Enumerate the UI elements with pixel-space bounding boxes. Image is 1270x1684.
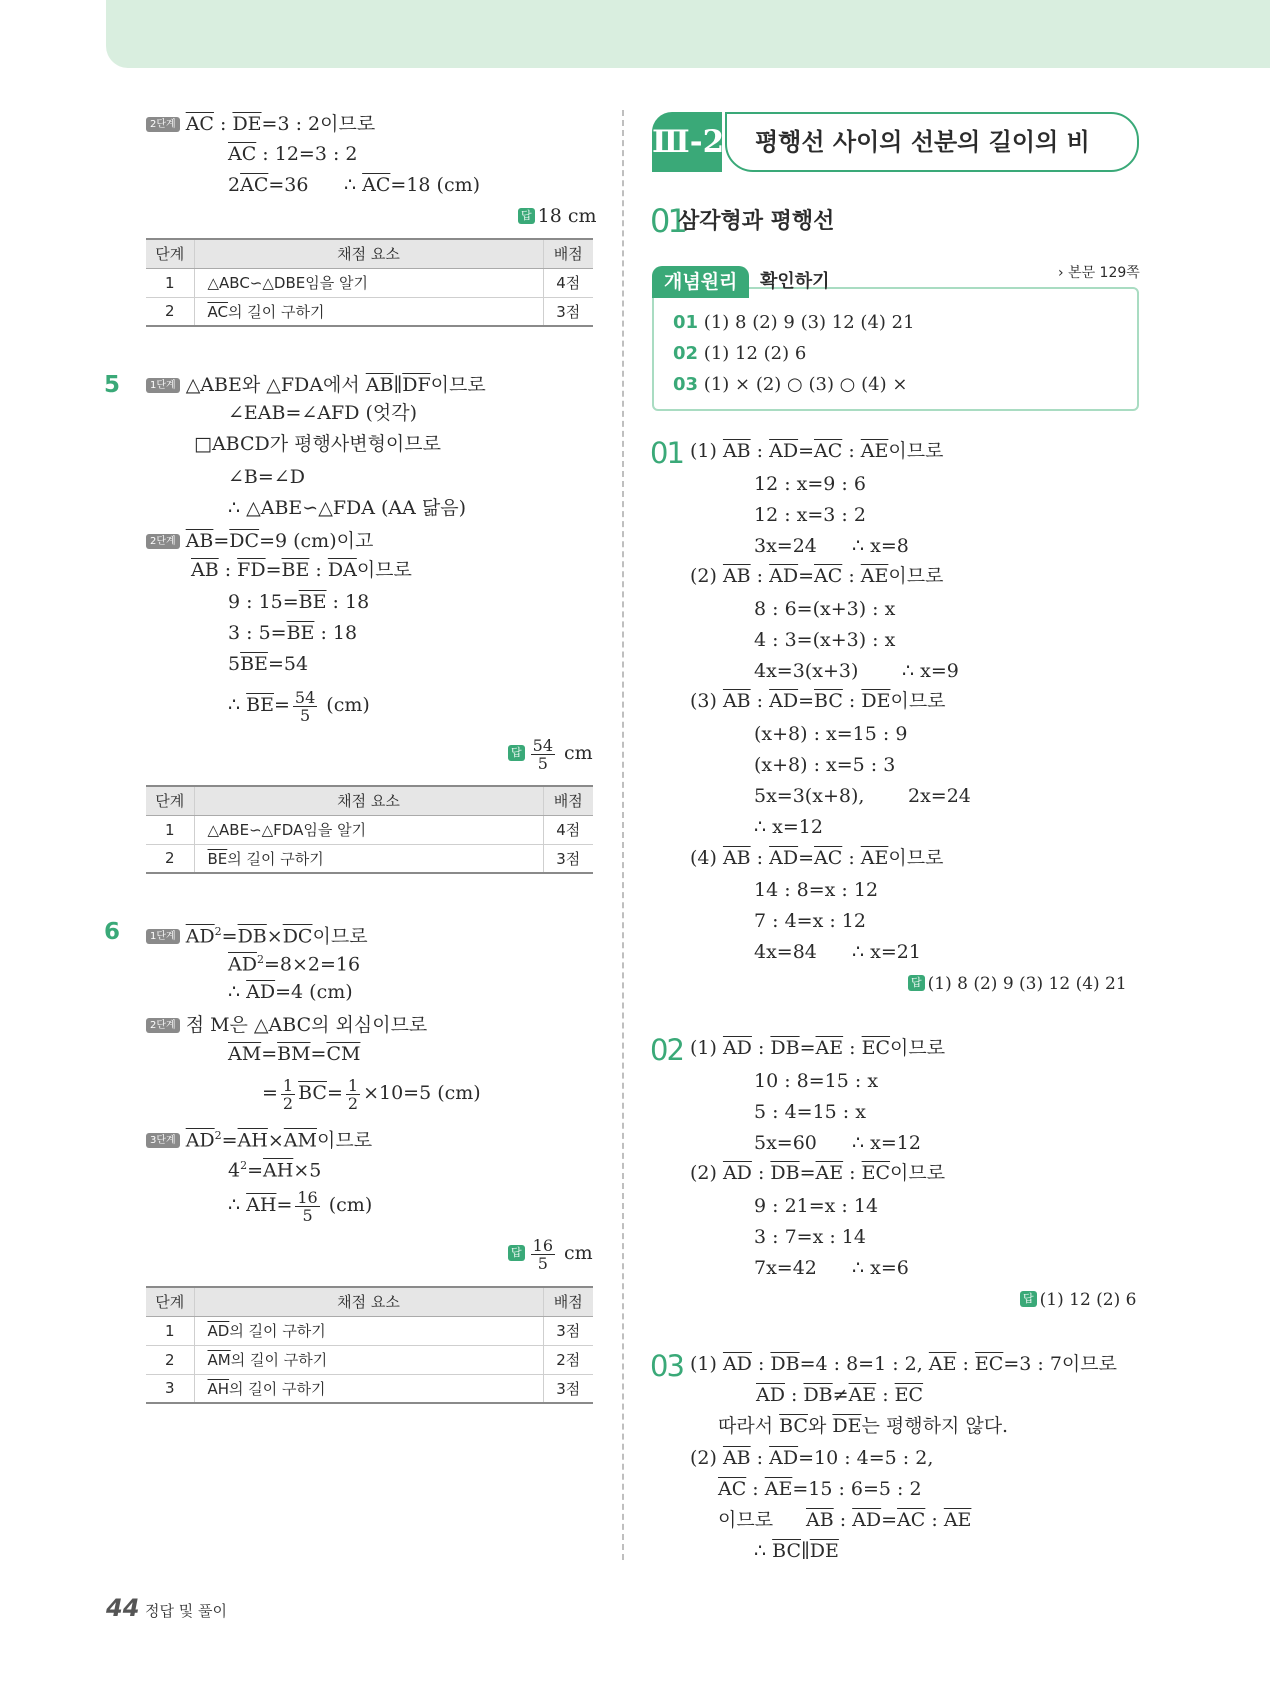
q2-line-8: 7x=42 — [754, 1257, 817, 1279]
question-number-03: 03 — [650, 1349, 683, 1383]
p4-score-table: 단계 채점 요소 배점 1 △ABC∽△DBE임을 알기 4점 2 $\overline{AC}$의 길이 구하기 3점 — [146, 238, 593, 327]
q1-line-15: 14 : 8=x : 12 — [754, 879, 879, 901]
p6-score-table: 단계 채점 요소 배점 1 $\overline{AD}$의 길이 구하기 3점 2 $\overline{AM}$의 길이 구하기 2점 3 $\overline{AH}$의 길이 구하기 3점 — [146, 1286, 593, 1404]
fraction: $\frac{54}{5}$ — [294, 687, 316, 725]
fraction: $\frac{54}{5}$ — [532, 735, 553, 773]
step-badge: 1단계 — [146, 929, 180, 944]
q1-line-13: ∴ x=12 — [754, 816, 823, 838]
q1-line-3: 12 : x=3 : 2 — [754, 504, 866, 526]
q2-line-3: 5 : 4=15 : x — [754, 1101, 866, 1123]
table-row: 1 $\overline{AD}$의 길이 구하기 3점 — [146, 1316, 593, 1345]
p5-line-5: ∴ △ABE∽△FDA (AA 닮음) — [228, 497, 467, 519]
p6-line-7: 3단계 $\overline{AD}^2=\overline{AH}\times\overline{AM}$이므로 — [146, 1124, 372, 1152]
q3-line-6a: 이므로 — [718, 1509, 774, 1531]
answer-badge: 답 — [508, 1245, 525, 1261]
q1-line-16: 7 : 4=x : 12 — [754, 910, 866, 932]
p6-line-8: $4^2=\overline{AH}\times 5$ — [228, 1159, 322, 1182]
problem-number-6: 6 — [104, 919, 121, 945]
p5-score-table: 단계 채점 요소 배점 1 △ABE∽△FDA임을 알기 4점 2 $\overline{BE}$의 길이 구하기 3점 — [146, 785, 593, 874]
q1-line-12b: 2x=24 — [908, 785, 971, 807]
p4-line-3b: ∴ $\overline{AC}=18$ (cm) — [344, 174, 481, 196]
q2-line-7: 3 : 7=x : 14 — [754, 1226, 866, 1248]
top-band — [106, 0, 1270, 68]
page-reference: › 본문 129쪽 — [1058, 265, 1140, 281]
p5-line-2: ∠EAB=∠AFD (엇각) — [228, 402, 418, 424]
concept-tag: 개념원리 — [652, 266, 749, 298]
fraction: $\frac{16}{5}$ — [532, 1235, 553, 1273]
q1-line-8b: ∴ x=9 — [902, 660, 959, 682]
p5-line-10: $5\overline{BE}=54$ — [228, 653, 309, 675]
answer-badge: 답 — [1020, 1291, 1037, 1307]
p5-line-11: ∴ $\overline{BE}=$ $\frac{54}{5}$ (cm) — [228, 687, 370, 725]
q3-line-2: $\overline{AD}$ : $\overline{DB}\ne\overline{AE}$ : $\overline{EC}$ — [756, 1384, 924, 1406]
q1-line-14: (4) $\overline{AB}$ : $\overline{AD}=\overline{AC}$ : $\overline{AE}$이므로 — [690, 847, 944, 869]
p4-line-2: $\overline{AC}$ : 12=3 : 2 — [228, 143, 358, 165]
q1-line-1: (1) $\overline{AB}$ : $\overline{AD}=\overline{AC}$ : $\overline{AE}$이므로 — [690, 440, 944, 462]
section-badge: Ⅲ-2 — [652, 112, 722, 172]
q3-line-5: $\overline{AC}$ : $\overline{AE}=15$ : 6=5 : 2 — [718, 1478, 922, 1500]
table-row: 3 $\overline{AH}$의 길이 구하기 3점 — [146, 1374, 593, 1403]
concept-row-3: 03 (1) × (2) ○ (3) ○ (4) × — [673, 374, 908, 395]
concept-tag-sub: 확인하기 — [760, 271, 830, 292]
table-row: 1 △ABE∽△FDA임을 알기 4점 — [146, 815, 593, 844]
page-number: 44 — [106, 1594, 140, 1622]
question-number-02: 02 — [650, 1033, 683, 1067]
q3-line-1: (1) $\overline{AD}$ : $\overline{DB}=4$ : 8=1 : 2, $\overline{AE}$ : $\overline{EC}=3$ : 7이므로 — [690, 1353, 1117, 1375]
q1-line-7: 4 : 3=(x+3) : x — [754, 629, 896, 651]
p4-line-3: $2\overline{AC}=36$ — [228, 174, 309, 196]
step-badge: 1단계 — [146, 378, 180, 393]
step-badge: 3단계 — [146, 1133, 180, 1148]
p6-line-6: = $\frac{1}{2}$ $\overline{BC}=$ $\frac{1}{2}$ ×10=5 (cm) — [262, 1075, 481, 1113]
p4-line-1: 2단계 $\overline{AC}$ : $\overline{DE}=3$ : 2이므로 — [146, 112, 375, 136]
p6-line-1: 1단계 $\overline{AD}^2=\overline{DB}\times\overline{DC}$이므로 — [146, 920, 368, 948]
question-number-01: 01 — [650, 436, 683, 470]
q1-line-4b: ∴ x=8 — [852, 535, 909, 557]
p5-line-8: 9 : $15=\overline{BE}$ : 18 — [228, 591, 370, 613]
q1-answer: 답 (1) 8 (2) 9 (3) 12 (4) 21 — [908, 972, 1127, 996]
q1-line-5: (2) $\overline{AB}$ : $\overline{AD}=\overline{AC}$ : $\overline{AE}$이므로 — [690, 565, 944, 587]
answer-badge: 답 — [518, 208, 535, 224]
p6-line-9: ∴ $\overline{AH}=$ $\frac{16}{5}$ (cm) — [228, 1187, 373, 1225]
q1-line-8: 4x=3(x+3) — [754, 660, 859, 682]
table-row: 2 $\overline{AM}$의 길이 구하기 2점 — [146, 1345, 593, 1374]
column-divider — [622, 110, 624, 1560]
p4-answer: 답 18 cm — [518, 204, 597, 228]
q2-line-4b: ∴ x=12 — [852, 1132, 921, 1154]
q1-line-17: 4x=84 — [754, 941, 817, 963]
q3-line-4: (2) $\overline{AB}$ : $\overline{AD}=10$ : 4=5 : 2, — [690, 1447, 934, 1469]
section-title: 평행선 사이의 선분의 길이의 비 — [725, 112, 1139, 172]
fraction: $\frac{1}{2}$ — [282, 1075, 294, 1113]
step-badge: 2단계 — [146, 1018, 180, 1033]
footer-title: 정답 및 풀이 — [145, 1602, 227, 1620]
problem-number-5: 5 — [104, 372, 121, 398]
p6-line-5: $\overline{AM}=\overline{BM}=\overline{CM}$ — [228, 1043, 361, 1065]
q2-line-4: 5x=60 — [754, 1132, 817, 1154]
fraction: $\frac{16}{5}$ — [297, 1187, 318, 1225]
concept-row-2: 02 (1) 12 (2) 6 — [673, 343, 807, 364]
q1-line-11: (x+8) : x=5 : 3 — [754, 754, 896, 776]
p5-line-6: 2단계 $\overline{AB}=\overline{DC}=9$ (cm)이고 — [146, 529, 373, 553]
q1-line-17b: ∴ x=21 — [852, 941, 921, 963]
subsection-number: 01 — [650, 202, 685, 240]
q1-line-9: (3) $\overline{AB}$ : $\overline{AD}=\overline{BC}$ : $\overline{DE}$이므로 — [690, 690, 946, 712]
q3-line-6: $\overline{AB}$ : $\overline{AD}=\overline{AC}$ : $\overline{AE}$ — [806, 1509, 972, 1531]
p6-line-2: $\overline{AD}^2=8\times 2=16$ — [228, 953, 361, 976]
concept-row-1: 01 (1) 8 (2) 9 (3) 12 (4) 21 — [673, 312, 915, 333]
p6-line-3: ∴ $\overline{AD}=4$ (cm) — [228, 981, 353, 1003]
chevron-right-icon: › — [1058, 265, 1064, 281]
p5-line-7: $\overline{AB}$ : $\overline{FD}=\overline{BE}$ : $\overline{DA}$이므로 — [191, 559, 412, 581]
answer-badge: 답 — [508, 745, 525, 761]
q2-line-1: (1) $\overline{AD}$ : $\overline{DB}=\overline{AE}$ : $\overline{EC}$이므로 — [690, 1037, 946, 1059]
step-badge: 2단계 — [146, 534, 180, 549]
p6-line-4: 2단계 점 M은 △ABC의 외심이므로 — [146, 1013, 427, 1037]
subsection-title: 삼각형과 평행선 — [678, 209, 835, 234]
q2-line-6: 9 : 21=x : 14 — [754, 1195, 879, 1217]
p5-line-4: ∠B=∠D — [228, 466, 305, 488]
q1-line-10: (x+8) : x=15 : 9 — [754, 723, 908, 745]
p5-line-9: 3 : $5=\overline{BE}$ : 18 — [228, 622, 358, 644]
step-badge: 2단계 — [146, 117, 180, 132]
q1-line-12: 5x=3(x+8), — [754, 785, 865, 807]
p5-answer: 답 $\frac{54}{5}$ cm — [508, 734, 593, 772]
table-row: 2 $\overline{BE}$의 길이 구하기 3점 — [146, 844, 593, 873]
p5-line-1: 1단계 △ABE와 △FDA에서 $\overline{AB}\parallel\overline{DF}$이므로 — [146, 373, 486, 397]
table-row: 1 △ABC∽△DBE임을 알기 4점 — [146, 268, 593, 297]
q1-line-4: 3x=24 — [754, 535, 817, 557]
fraction: $\frac{1}{2}$ — [347, 1075, 359, 1113]
q3-line-7: ∴ $\overline{BC}\parallel\overline{DE}$ — [754, 1540, 839, 1562]
q2-line-8b: ∴ x=6 — [852, 1257, 909, 1279]
q2-answer: 답 (1) 12 (2) 6 — [1020, 1288, 1136, 1312]
p5-line-3: □ABCD가 평행사변형이므로 — [194, 433, 441, 455]
q2-line-5: (2) $\overline{AD}$ : $\overline{DB}=\overline{AE}$ : $\overline{EC}$이므로 — [690, 1162, 946, 1184]
q1-line-6: 8 : 6=(x+3) : x — [754, 598, 896, 620]
answer-badge: 답 — [908, 975, 925, 991]
q1-line-2: 12 : x=9 : 6 — [754, 473, 866, 495]
p6-answer: 답 $\frac{16}{5}$ cm — [508, 1234, 593, 1272]
q2-line-2: 10 : 8=15 : x — [754, 1070, 879, 1092]
q3-line-3: 따라서 $\overline{BC}$와 $\overline{DE}$는 평행하지 않다. — [718, 1415, 1009, 1437]
table-row: 2 $\overline{AC}$의 길이 구하기 3점 — [146, 297, 593, 326]
